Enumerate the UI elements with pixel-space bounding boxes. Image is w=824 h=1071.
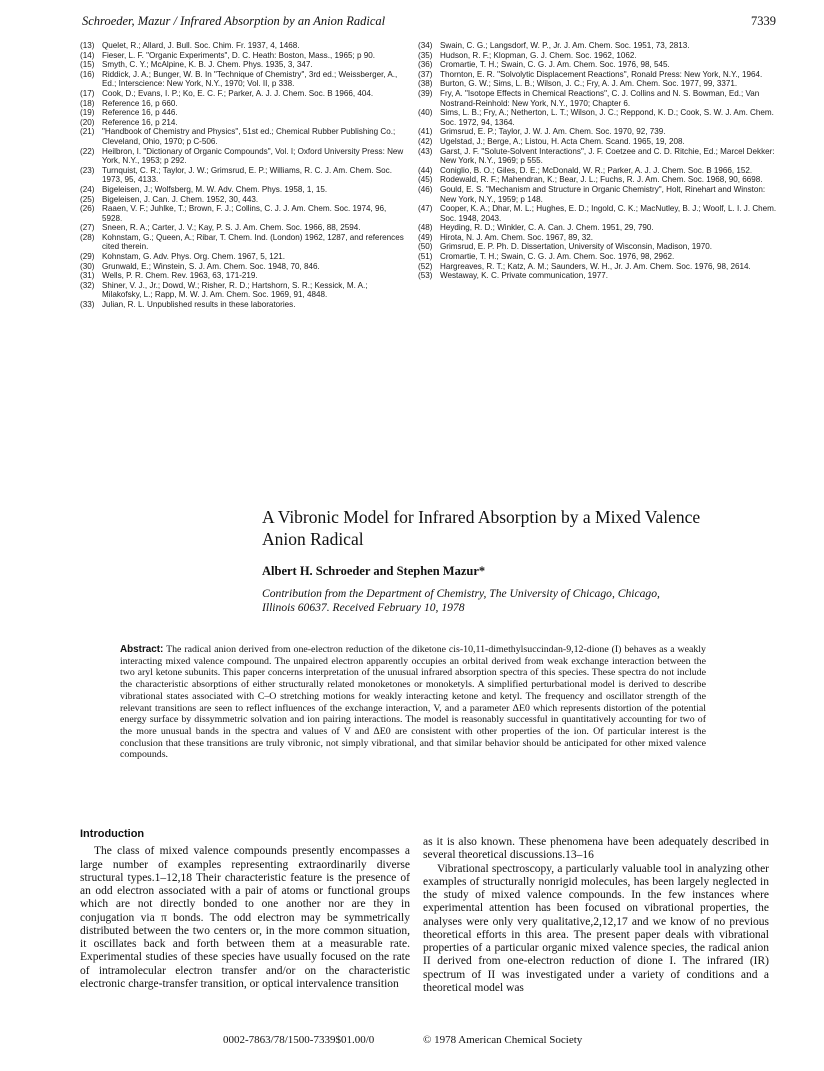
reference-number: (39) [418,88,433,98]
reference-number: (47) [418,204,433,214]
reference-text: Wells, P. R. Chem. Rev. 1963, 63, 171-219. [102,271,258,281]
article-authors: Albert H. Schroeder and Stephen Mazur* [262,564,486,578]
body-left-column [80,828,410,991]
reference-number: (34) [418,41,433,50]
reference-text: Turnquist, C. R.; Taylor, J. W.; Grimsrud, E. P.; Williams, R. C. J. Am. Chem. Soc. 1973, 95, 4133. [102,165,392,185]
reference-text: Kohnstam, G.; Queen, A.; Ribar, T. Chem. Ind. (London) 1962, 1287, and references cited therein. [102,232,404,252]
reference-number: (44) [418,165,433,175]
reference-number: (35) [418,50,433,60]
reference-text: Smyth, C. Y.; McAlpine, K. B. J. Chem. Phys. 1935, 3, 347. [102,60,313,70]
reference-text: Ugelstad, J.; Berge, A.; Listou, H. Acta Chem. Scand. 1965, 19, 208. [440,136,685,146]
reference-item [418,204,778,223]
references-right-column [418,41,778,281]
reference-item [80,70,405,89]
reference-text: Reference 16, p 660. [102,98,178,108]
reference-number: (21) [80,127,95,137]
reference-number: (25) [80,194,95,204]
reference-item [80,262,405,272]
paragraph: Vibrational spectroscopy, a particularly valuable tool in analyzing other examples of structurally nonrigid molecules, has been largely neglected in the study of mixed valence compounds. In the few instances where experimental attention has been focused on vibrational properties, the analyses were only very qualitative,2,12,17 and we know of no previous theoretical efforts in this area. The present paper deals with vibrational properties of a particular organic mixed valence species, the radical anion II derived from one-electron reduction of dione I. The infrared (IR) spectrum of II was investigated under a variety of conditions and a theoretical model was [423,862,769,994]
reference-text: Cooper, K. A.; Dhar, M. L.; Hughes, E. D.; Ingold, C. K.; MacNutley, B. J.; Woolf, L. I. J. Chem. Soc. 1948, 2043. [440,204,777,223]
reference-item [418,108,778,127]
reference-text: Grimsrud, E. P.; Taylor, J. W. J. Am. Chem. Soc. 1970, 92, 739. [440,127,666,137]
reference-number: (52) [418,261,433,271]
reference-number: (33) [80,300,95,310]
reference-item [418,41,778,51]
reference-text: Grimsrud, E. P. Ph. D. Dissertation, University of Wisconsin, Madison, 1970. [440,242,712,252]
reference-text: Hudson, R. F.; Klopman, G. J. Chem. Soc. 1962, 1062. [440,50,637,60]
reference-number: (13) [80,41,95,50]
reference-text: Cromartie, T. H.; Swain, C. G. J. Am. Chem. Soc. 1976, 98, 545. [440,60,670,70]
reference-text: Cromartie, T. H.; Swain, C. G. J. Am. Chem. Soc. 1976, 98, 2962. [440,252,675,262]
reference-item [418,252,778,262]
reference-number: (36) [418,60,433,70]
reference-item [418,70,778,80]
reference-number: (15) [80,60,95,70]
footer-code: 0002-7863/78/1500-7339$01.00/0 [223,1034,375,1046]
reference-item [418,89,778,108]
reference-number: (27) [80,223,95,233]
reference-text: Raaen, V. F.; Juhlke, T.; Brown, F. J.; Collins, C. J. J. Am. Chem. Soc. 1974, 96, 5928. [102,204,387,223]
reference-number: (28) [80,232,95,242]
reference-number: (16) [80,69,95,79]
reference-text: Sims, L. B.; Fry, A.; Netherton, L. T.; Wilson, J. C.; Reppond, K. D.; Cook, S. W. J. Am. Chem. Soc. 1972, 94, 1364. [440,108,774,127]
reference-item [418,166,778,176]
reference-item [80,127,405,146]
reference-number: (20) [80,117,95,127]
reference-item [80,223,405,233]
reference-item [418,127,778,137]
reference-number: (14) [80,50,95,60]
running-title: Schroeder, Mazur / Infrared Absorption by an Anion Radical [82,14,386,28]
reference-item [418,60,778,70]
section-heading-introduction: Introduction [80,828,145,840]
abstract-label: Abstract: [120,644,164,655]
reference-number: (41) [418,127,433,137]
reference-number: (46) [418,184,433,194]
reference-number: (31) [80,271,95,281]
reference-text: Heilbron, I. "Dictionary of Organic Compounds", Vol. I; Oxford University Press: New York, N.Y., 1953; p 292. [102,146,404,166]
reference-number: (24) [80,184,95,194]
reference-text: Sneen, R. A.; Carter, J. V.; Kay, P. S. J. Am. Chem. Soc. 1966, 88, 2594. [102,223,361,233]
reference-text: Rodewald, R. F.; Mahendran, K.; Bear, J. L.; Fuchs, R. J. Am. Chem. Soc. 1968, 90, 6698. [440,175,763,185]
reference-number: (23) [80,165,95,175]
reference-item [418,271,778,281]
reference-item [80,41,405,51]
reference-number: (22) [80,146,95,156]
reference-text: Fry, A. "Isotope Effects in Chemical Reactions", C. J. Collins and N. S. Bowman, Ed.; Van Nostrand-Reinhold: New York, N.Y., 1970; Chapter 6. [440,88,760,108]
reference-item [418,51,778,61]
reference-text: Julian, R. L. Unpublished results in these laboratories. [102,300,296,310]
reference-number: (51) [418,252,433,262]
reference-text: Bigeleisen, J.; Wolfsberg, M. W. Adv. Chem. Phys. 1958, 1, 15. [102,184,328,194]
reference-item [80,51,405,61]
reference-item [80,147,405,166]
reference-text: "Handbook of Chemistry and Physics", 51st ed.; Chemical Rubber Publishing Co.; Cleveland, Ohio, 1970; p C-506. [102,127,396,146]
reference-text: Riddick, J. A.; Bunger, W. B. In "Technique of Chemistry", 3rd ed.; Weissberger, A., Ed.; Interscience: New York, N.Y., 1970; Vol. II, p 338. [102,69,398,89]
reference-item [80,99,405,109]
reference-number: (49) [418,232,433,242]
reference-number: (40) [418,108,433,118]
reference-number: (37) [418,69,433,79]
reference-text: Hargreaves, R. T.; Katz, A. M.; Saunders, W. H., Jr. J. Am. Chem. Soc. 1976, 98, 2614. [440,261,751,271]
reference-text: Bigeleisen, J. Can. J. Chem. 1952, 30, 443. [102,194,259,204]
reference-number: (38) [418,79,433,89]
paragraph: as it is also known. These phenomena have been adequately described in several theoretical discussions.13–16 [423,836,769,862]
reference-item [418,137,778,147]
reference-item [80,195,405,205]
reference-number: (45) [418,175,433,185]
reference-number: (48) [418,223,433,233]
reference-text: Reference 16, p 446. [102,108,178,118]
reference-item [418,262,778,272]
reference-text: Gould, E. S. "Mechanism and Structure in Organic Chemistry", Holt, Rinehart and Winston: New York, N.Y., 1959; p 148. [440,184,766,204]
reference-item [80,204,405,223]
reference-text: Reference 16, p 214. [102,117,178,127]
reference-item [80,271,405,281]
article-affiliation: Contribution from the Department of Chemistry, The University of Chicago, Chicago, Illinois 60637. Received February 10, 1978 [262,587,660,614]
reference-number: (43) [418,146,433,156]
reference-text: Hirota, N. J. Am. Chem. Soc. 1967, 89, 32. [440,232,593,242]
paragraph: The class of mixed valence compounds presently encompasses a large number of examples representing extraordinarily diverse structural types.1–12,18 Their characteristic feature is the presence of an odd electron associated with a pair of atoms or functional groups which are not directly bonded to one another nor are they in conjugation via π bonds. The odd electron may be symmetrically distributed between the two centers or, in the more common situation, it oscillates back and forth between them at a measurable rate. Experimental studies of these species have usually focused on the rate of intramolecular electron transfer and/or on the characteristic electronic charge-transfer transition, or optical intervalence transition [80,845,410,990]
reference-item [80,89,405,99]
reference-item [418,242,778,252]
abstract-text: The radical anion derived from one-electron reduction of the diketone cis-10,11-dimethylsuccindan-9,12-dione (I) behaves as a weakly interacting mixed valence compound. The unpaired electron apparently occupies an orbital derived from weak exchange interaction between the two aryl ketone subunits. This paper concerns interpretation of the unusual infrared absorption spectra of this species. These spectra do not include the characteristic absorptions of either structurally related monoketones or monoketyls. A simplified perturbational model is derived to describe vibrational states associated with C–O stretching motions for weakly interacting ketone and ketyl. The frequency and oscillator strength of the relevant transitions are seen to reflect influences of the exchange interaction, V, and a parameter ΔE0 which represents distortion of the potential energy surface by dissymmetric solvation and ion pairing interactions. The model is reasonably successful in quantitatively accounting for two of the more unusual bands in the spectra and values of V and ΔE0 are consistent with other properties of the ion. Of particular interest is the conclusion that these transitions are truly vibronic, not simply vibrational, and that similar behavior should be anticipated for other mixed valence compounds. [120,644,706,761]
reference-item [418,223,778,233]
reference-number: (50) [418,242,433,252]
article-title: A Vibronic Model for Infrared Absorption by a Mixed Valence Anion Radical [262,507,701,549]
reference-item [80,252,405,262]
reference-item [80,233,405,252]
footer-copyright: © 1978 American Chemical Society [423,1034,583,1046]
reference-item [80,118,405,128]
reference-item [80,166,405,185]
page-number: 7339 [751,14,776,28]
reference-text: Kohnstam, G. Adv. Phys. Org. Chem. 1967, 5, 121. [102,252,285,262]
reference-number: (18) [80,98,95,108]
reference-text: Quelet, R.; Allard, J. Bull. Soc. Chim. Fr. 1937, 4, 1468. [102,41,300,50]
reference-item [418,233,778,243]
reference-text: Swain, C. G.; Langsdorf, W. P., Jr. J. Am. Chem. Soc. 1951, 73, 2813. [440,41,690,50]
reference-text: Coniglio, B. O.; Giles, D. E.; McDonald, W. R.; Parker, A. J. J. Chem. Soc. B 1966, 152. [440,165,753,175]
reference-number: (29) [80,252,95,262]
reference-number: (42) [418,136,433,146]
abstract [120,644,706,761]
reference-item [80,281,405,300]
reference-item [80,108,405,118]
reference-text: Grunwald, E.; Winstein, S. J. Am. Chem. Soc. 1948, 70, 846. [102,261,320,271]
reference-item [418,185,778,204]
reference-text: Westaway, K. C. Private communication, 1977. [440,271,608,281]
reference-item [418,175,778,185]
reference-text: Thornton, E. R. "Solvolytic Displacement Reactions", Ronald Press: New York, N.Y., 1964. [440,69,763,79]
reference-number: (17) [80,88,95,98]
reference-item [80,300,405,310]
reference-number: (32) [80,280,95,290]
reference-number: (53) [418,271,433,281]
reference-number: (26) [80,204,95,214]
reference-number: (30) [80,261,95,271]
reference-item [418,79,778,89]
reference-text: Burton, G. W.; Sims, L. B.; Wilson, J. C.; Fry, A. J. Am. Chem. Soc. 1977, 99, 3371. [440,79,738,89]
reference-text: Garst, J. F. "Solute-Solvent Interactions", J. F. Coetzee and C. D. Ritchie, Ed.; Marcel Dekker: New York, N.Y., 1969; p 555. [440,146,775,166]
reference-text: Cook, D.; Evans, I. P.; Ko, E. C. F.; Parker, A. J. J. Chem. Soc. B 1966, 404. [102,88,374,98]
references-left-column [80,41,405,310]
reference-item [418,147,778,166]
reference-item [80,185,405,195]
reference-item [80,60,405,70]
body-right-column [423,836,769,995]
reference-text: Fieser, L. F. "Organic Experiments", D. C. Heath: Boston, Mass., 1965; p 90. [102,50,375,60]
running-header [82,14,776,32]
reference-number: (19) [80,108,95,118]
reference-text: Shiner, V. J., Jr.; Dowd, W.; Risher, R. D.; Hartshorn, S. R.; Kessick, M. A.; Milakofsky, L.; Rapp, M. W. J. Am. Chem. Soc. 1969, 91, 4848. [102,280,368,300]
reference-text: Heyding, R. D.; Winkler, C. A. Can. J. Chem. 1951, 29, 790. [440,223,654,233]
